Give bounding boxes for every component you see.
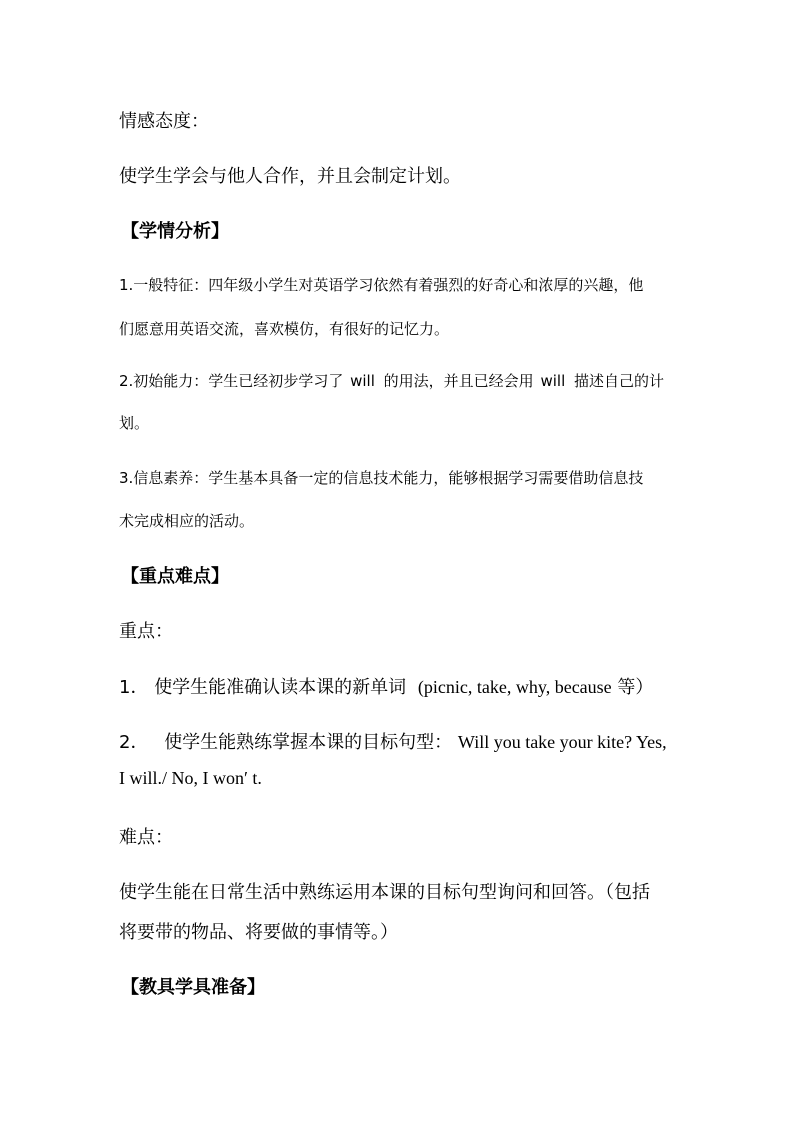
analysis-p1-line1: 1.一般特征：四年级小学生对英语学习依然有着强烈的好奇心和浓厚的兴趣，他 — [119, 276, 644, 294]
focus-item-2-cn: 使学生能熟练掌握本课的目标句型： — [164, 732, 453, 753]
focus-item-1-cn: 使学生能准确认读本课的新单词 — [154, 677, 407, 698]
difficulty-label: 难点： — [119, 827, 173, 848]
tools-heading: 【教具学具准备】 — [121, 977, 265, 998]
focus-item-2-en: Will you take your kite? Yes, — [457, 732, 667, 752]
focus-label: 重点： — [119, 621, 173, 642]
focus-item-1-en: (picnic, take, why, because — [417, 677, 612, 697]
analysis-p2-line1 — [119, 370, 664, 391]
affect-label: 情感态度： — [119, 111, 209, 132]
affect-text: 使学生学会与他人合作，并且会制定计划。 — [119, 166, 461, 187]
analysis-p3-line2: 术完成相应的活动。 — [119, 512, 255, 530]
difficulty-line1: 使学生能在日常生活中熟练运用本课的目标句型询问和回答。（包括 — [119, 882, 650, 903]
focus-item-2 — [119, 728, 667, 754]
focus-item-1-tail: 等） — [617, 677, 654, 698]
analysis-p1-line2: 们愿意用英语交流，喜欢模仿，有很好的记忆力。 — [119, 320, 450, 338]
key-points-heading: 【重点难点】 — [121, 566, 229, 587]
analysis-p2-text-a: 2.初始能力：学生已经初步学习了 — [119, 372, 344, 390]
focus-item-2-line2: I will./ No, I won′ t. — [119, 768, 262, 788]
analysis-p2-will-1: will — [350, 372, 375, 390]
analysis-p2-text-c: 的用法，并且已经会用 — [383, 372, 534, 390]
focus-item-1-num: 1． — [119, 677, 149, 698]
focus-item-1 — [119, 673, 653, 699]
analysis-heading: 【学情分析】 — [121, 221, 229, 242]
analysis-p2-will-2: will — [540, 372, 566, 390]
analysis-p3-line1: 3.信息素养：学生基本具备一定的信息技术能力，能够根据学习需要借助信息技 — [119, 469, 644, 487]
analysis-p2-text-e: 描述自己的计 — [574, 372, 665, 390]
difficulty-line2: 将要带的物品、将要做的事情等。） — [119, 922, 398, 943]
analysis-p2-line2: 划。 — [119, 414, 150, 432]
focus-item-2-num: 2． — [119, 732, 149, 753]
